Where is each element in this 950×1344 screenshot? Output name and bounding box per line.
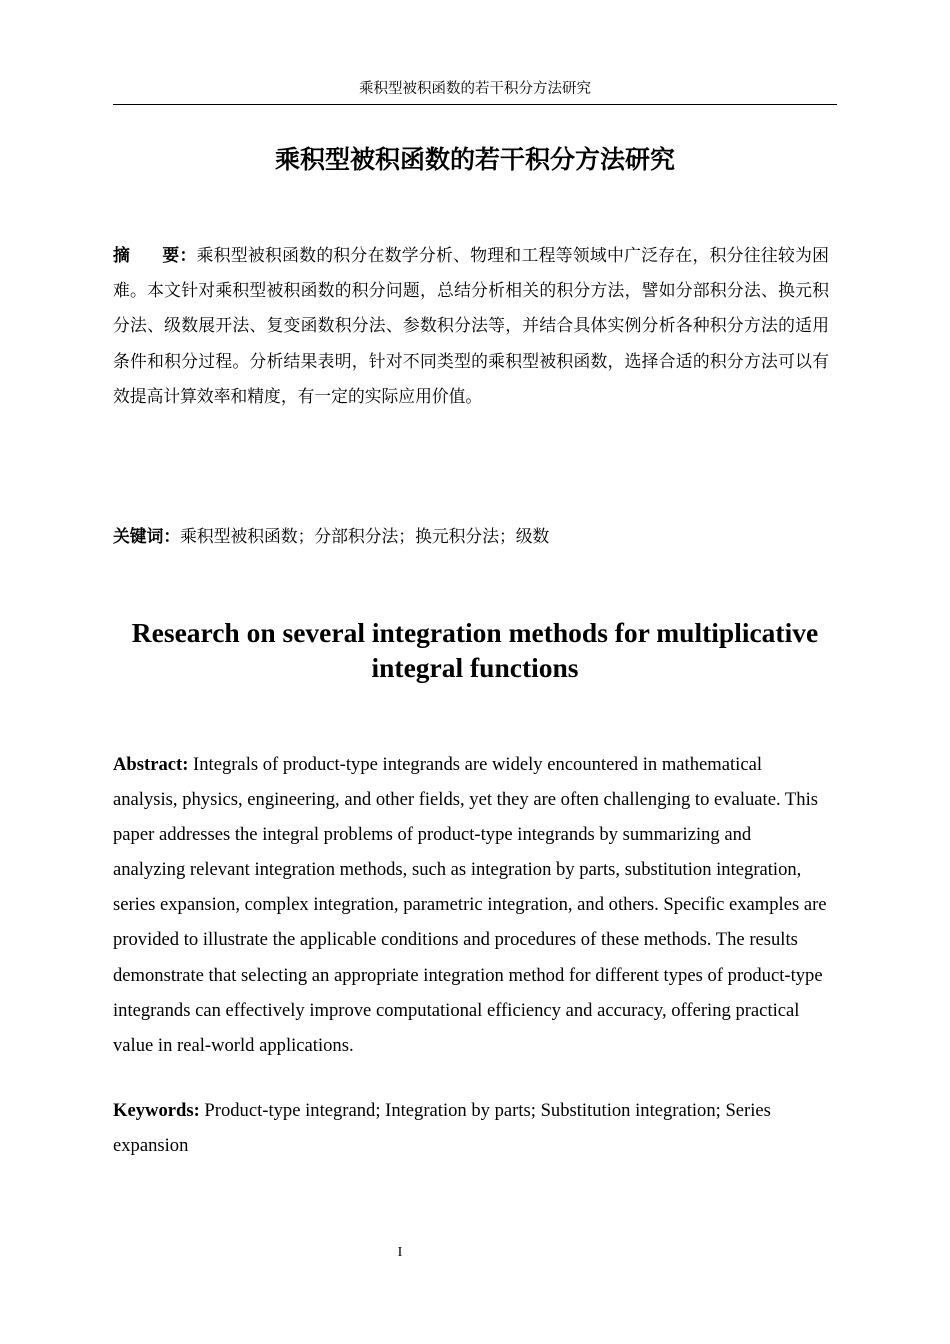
english-title: Research on several integration methods for multiplicative integral functions <box>131 617 819 683</box>
english-abstract-label: Abstract: <box>113 754 189 775</box>
chinese-keywords-label: 关键词： <box>113 526 181 546</box>
chinese-abstract-label-part2: 要： <box>162 245 197 265</box>
chinese-abstract <box>113 238 829 414</box>
page-number: I <box>397 1245 403 1260</box>
chinese-title: 乘积型被积函数的若干积分方法研究 <box>274 145 675 174</box>
chinese-abstract-label-part1: 摘 <box>113 245 131 265</box>
header-rule <box>113 104 837 105</box>
chinese-abstract-text: 乘积型被积函数的积分在数学分析、物理和工程等领域中广泛存在，积分往往较为困难。本文针对乘积型被积函数的积分问题，总结分析相关的积分方法，譬如分部积分法、换元积分法、级数展开法、复变函数积分法、参数积分法等，并结合具体实例分析各种积分方法的适用条件和积分过程。分析结果表明，针对不同类型的乘积型被积函数，选择合适的积分方法可以有效提高计算效率和精度，有一定的实际应用价值。 <box>113 245 829 406</box>
english-keywords <box>113 1093 827 1163</box>
english-abstract <box>113 747 827 1063</box>
chinese-keywords <box>113 519 829 554</box>
english-keywords-text: Product-type integrand; Integration by parts; Substitution integration; Series expansion <box>113 1100 771 1156</box>
english-abstract-text: Integrals of product-type integrands are widely encountered in mathematical analysis, physics, engineering, and other fields, yet they are often challenging to evaluate. This paper addresses the integral problems of product-type integrands by summarizing and analyzing relevant integration methods, such as integration by parts, substitution integration, series expansion, complex integration, parametric integration, and others. Specific examples are provided to illustrate the applicable conditions and procedures of these methods. The results demonstrate that selecting an appropriate integration method for different types of product-type integrands can effectively improve computational efficiency and accuracy, offering practical value in real-world applications. <box>113 754 827 1056</box>
running-header: 乘积型被积函数的若干积分方法研究 <box>359 81 591 97</box>
english-keywords-label: Keywords: <box>113 1100 200 1121</box>
chinese-keywords-text: 乘积型被积函数；分部积分法；换元积分法；级数 <box>180 526 550 546</box>
